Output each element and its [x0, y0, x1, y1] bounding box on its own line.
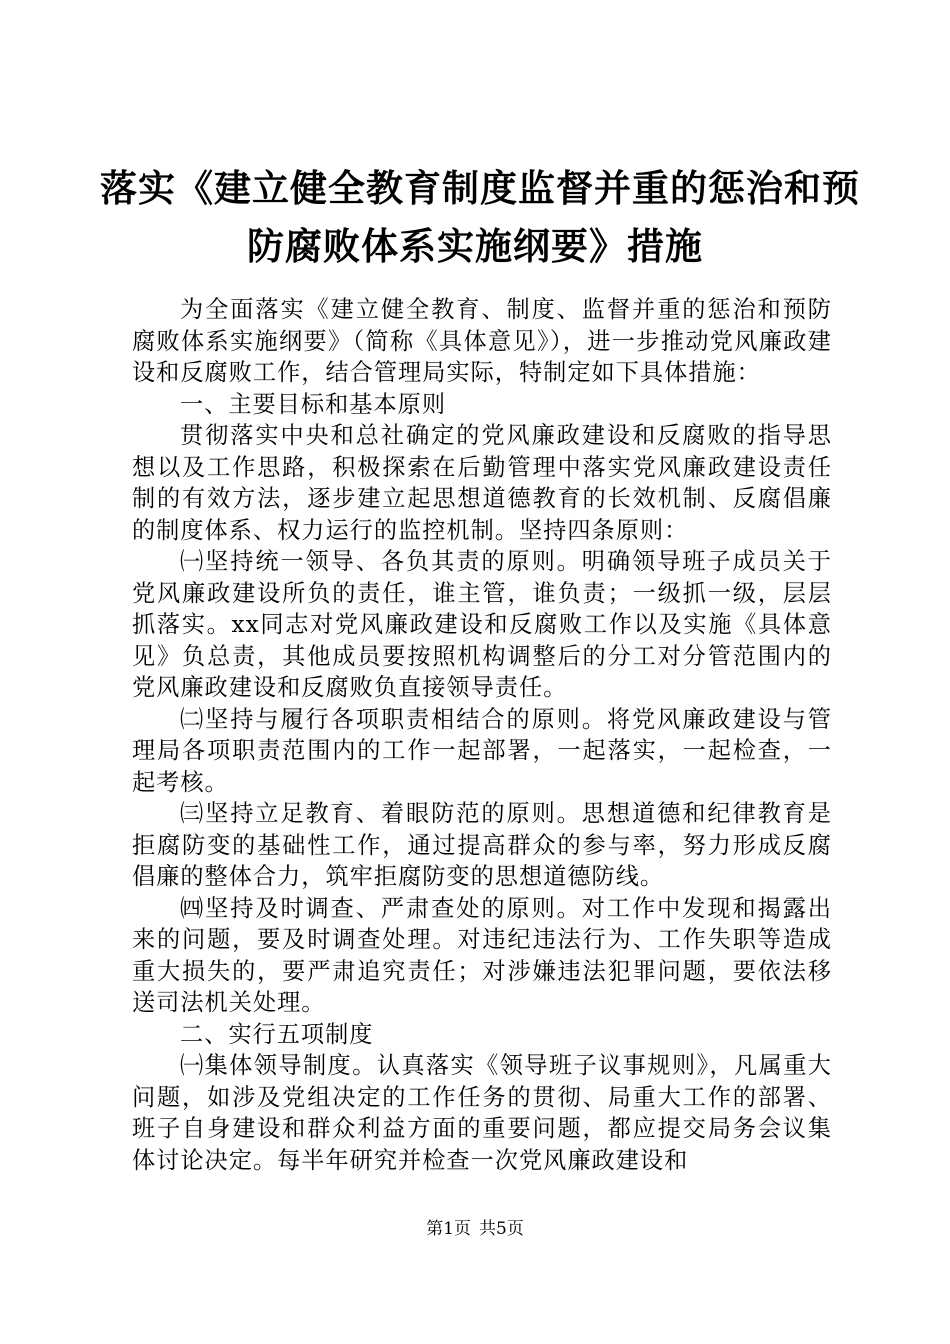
paragraph-principle-4: ㈣坚持及时调查、严肃查处的原则。对工作中发现和揭露出来的问题，要及时调查处理。对违纪违法行为、工作失职等造成重大损失的，要严肃追究责任；对涉嫌违法犯罪问题，要依法移送司法机关处理。	[132, 894, 832, 1016]
paragraph-principle-2: ㈡坚持与履行各项职责相结合的原则。将党风廉政建设与管理局各项职责范围内的工作一起部署，一起落实，一起检查，一起考核。	[132, 705, 832, 796]
paragraph-intro: 为全面落实《建立健全教育、制度、监督并重的惩治和预防腐败体系实施纲要》（简称《具体意见》），进一步推动党风廉政建设和反腐败工作，结合管理局实际，特制定如下具体措施：	[132, 296, 832, 386]
page-number-current: 第1页	[426, 1219, 471, 1239]
document-title-line-1: 落实《建立健全教育制度监督并重的惩治和预	[100, 166, 860, 210]
section-heading-1: 一、主要目标和基本原则	[180, 390, 447, 418]
paragraph-system-1: ㈠集体领导制度。认真落实《领导班子议事规则》，凡属重大问题，如涉及党组决定的工作任务的贯彻、局重大工作的部署、班子自身建设和群众利益方面的重要问题，都应提交局务会议集体讨论决定。每半年研究并检查一次党风廉政建设和	[132, 1052, 832, 1174]
section-heading-2: 二、实行五项制度	[180, 1020, 374, 1048]
page-footer	[0, 1214, 950, 1239]
paragraph-principle-3: ㈢坚持立足教育、着眼防范的原则。思想道德和纪律教育是拒腐防变的基础性工作，通过提高群众的参与率，努力形成反腐倡廉的整体合力，筑牢拒腐防变的思想道德防线。	[132, 800, 832, 890]
document-body	[132, 294, 832, 1176]
paragraph-guiding-thought: 贯彻落实中央和总社确定的党风廉政建设和反腐败的指导思想以及工作思路，积极探索在后勤管理中落实党风廉政建设责任制的有效方法，逐步建立起思想道德教育的长效机制、反腐倡廉的制度体系、权力运行的监控机制。坚持四条原则：	[132, 422, 832, 544]
document-title-line-2: 防腐败体系实施纲要》措施	[247, 224, 703, 268]
paragraph-principle-1: ㈠坚持统一领导、各负其责的原则。明确领导班子成员关于党风廉政建设所负的责任，谁主管，谁负责；一级抓一级，层层抓落实。xx同志对党风廉政建设和反腐败工作以及实施《具体意见》负总责，其他成员要按照机构调整后的分工对分管范围内的党风廉政建设和反腐败负直接领导责任。	[132, 548, 832, 701]
page-number-total: 共5页	[479, 1219, 524, 1239]
